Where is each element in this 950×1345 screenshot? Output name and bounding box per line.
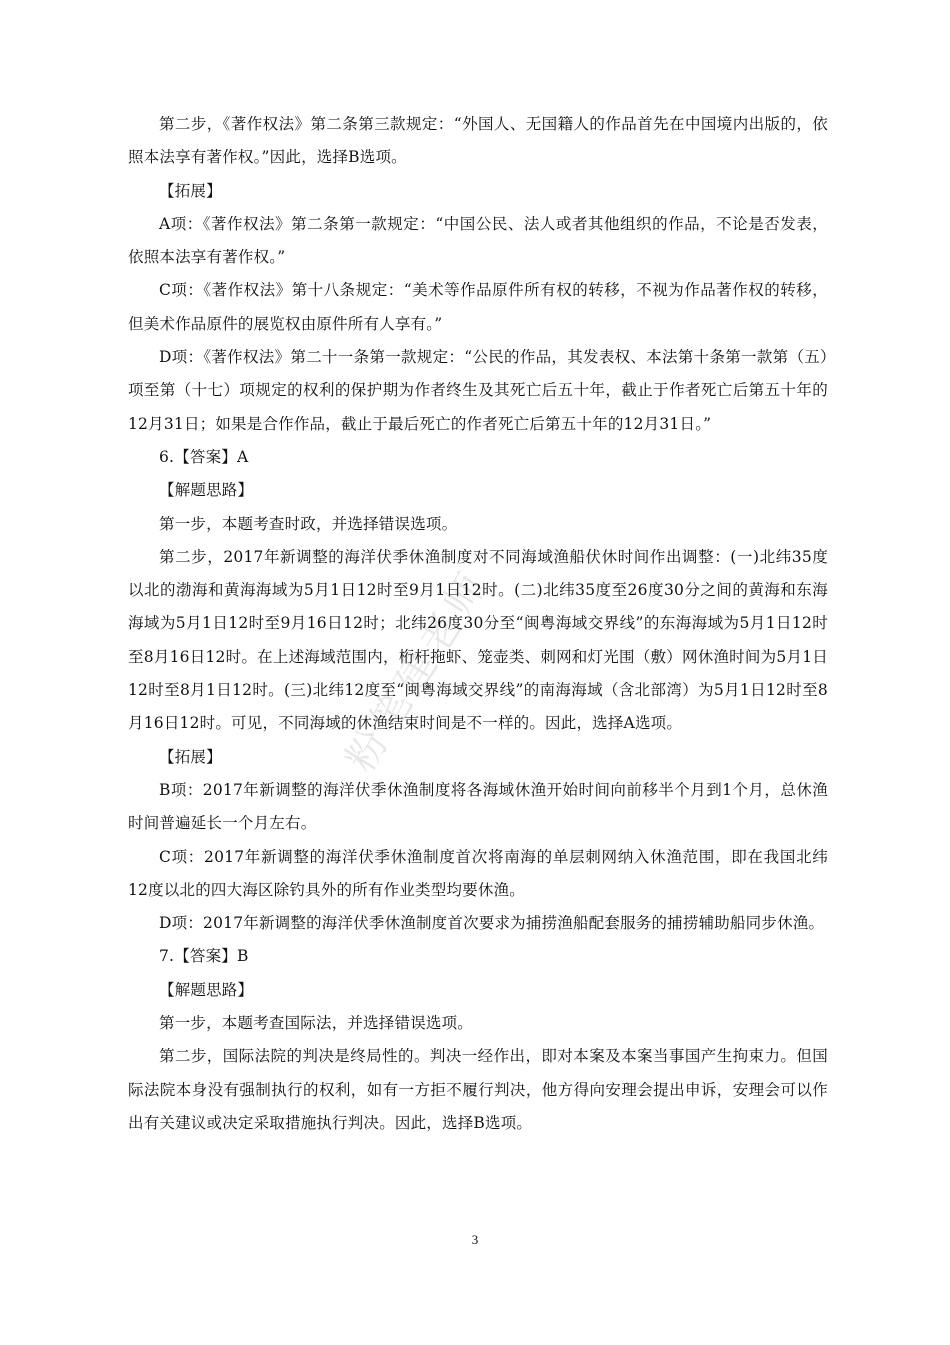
document-body: [128, 108, 828, 1140]
answer-heading: 7.【答案】B: [159, 947, 249, 966]
paragraph: B项：2017年新调整的海洋伏季休渔制度将各海域休渔开始时间向前移半个月到1个月，总休渔时间普遍延长一个月左右。: [128, 780, 828, 833]
page-number: 3: [471, 1232, 479, 1247]
section-heading-extension: 【拓展】: [159, 747, 222, 766]
section-heading-extension: 【拓展】: [159, 181, 222, 200]
paragraph: 第二步，2017年新调整的海洋伏季休渔制度对不同海域渔船伏休时间作出调整：(一)北纬35度以北的渤海和黄海海域为5月1日12时至9月1日12时。(二)北纬35度至26度30分之间的黄海和东海海域为5月1日12时至9月16日12时；北纬26度30分至“闽粤海域交界线”的东海海域为5月1日12时至8月16日12时。在上述海域范围内，桁杆拖虾、笼壶类、刺网和灯光围（敷）网休渔时间为5月1日12时至8月1日12时。(三)北纬12度至“闽粤海域交界线”的南海海域（含北部湾）为5月1日12时至8月16日12时。可见，不同海域的休渔结束时间是不一样的。因此，选择A选项。: [128, 547, 828, 733]
paragraph: A项：《著作权法》第二条第一款规定：“中国公民、法人或者其他组织的作品，不论是否发表，依照本法享有著作权。”: [128, 214, 828, 267]
paragraph: 第二步，《著作权法》第二条第三款规定：“外国人、无国籍人的作品首先在中国境内出版的，依照本法享有著作权。”因此，选择B选项。: [128, 115, 828, 167]
section-heading-solution: 【解题思路】: [159, 980, 254, 999]
answer-heading: 6.【答案】A: [159, 447, 249, 466]
paragraph: 第一步，本题考查时政，并选择错误选项。: [159, 514, 458, 533]
paragraph: C项：2017年新调整的海洋伏季休渔制度首次将南海的单层刺网纳入休渔范围，即在我国北纬12度以北的四大海区除钓具外的所有作业类型均要休渔。: [128, 847, 828, 899]
paragraph: 第一步，本题考查国际法，并选择错误选项。: [159, 1014, 474, 1033]
paragraph: D项：2017年新调整的海洋伏季休渔制度首次要求为捕捞渔船配套服务的捕捞辅助船同步休渔。: [159, 914, 825, 933]
watermark: 粉笔建老师: [337, 560, 499, 781]
section-heading-solution: 【解题思路】: [159, 481, 254, 500]
paragraph: D项：《著作权法》第二十一条第一款规定：“公民的作品，其发表权、本法第十条第一款第（五）项至第（十七）项规定的权利的保护期为作者终生及其死亡后五十年，截止于作者死亡后第五十年的12月31日；如果是合作作品，截止于最后死亡的作者死亡后第五十年的12月31日。”: [128, 348, 828, 433]
paragraph: 第二步，国际法院的判决是终局性的。判决一经作出，即对本案及本案当事国产生拘束力。但国际法院本身没有强制执行的权利，如有一方拒不履行判决，他方得向安理会提出申诉，安理会可以作出有关建议或决定采取措施执行判决。因此，选择B选项。: [128, 1047, 828, 1132]
paragraph: C项：《著作权法》第十八条规定：“美术等作品原件所有权的转移，不视为作品著作权的转移，但美术作品原件的展览权由原件所有人享有。”: [128, 281, 828, 333]
